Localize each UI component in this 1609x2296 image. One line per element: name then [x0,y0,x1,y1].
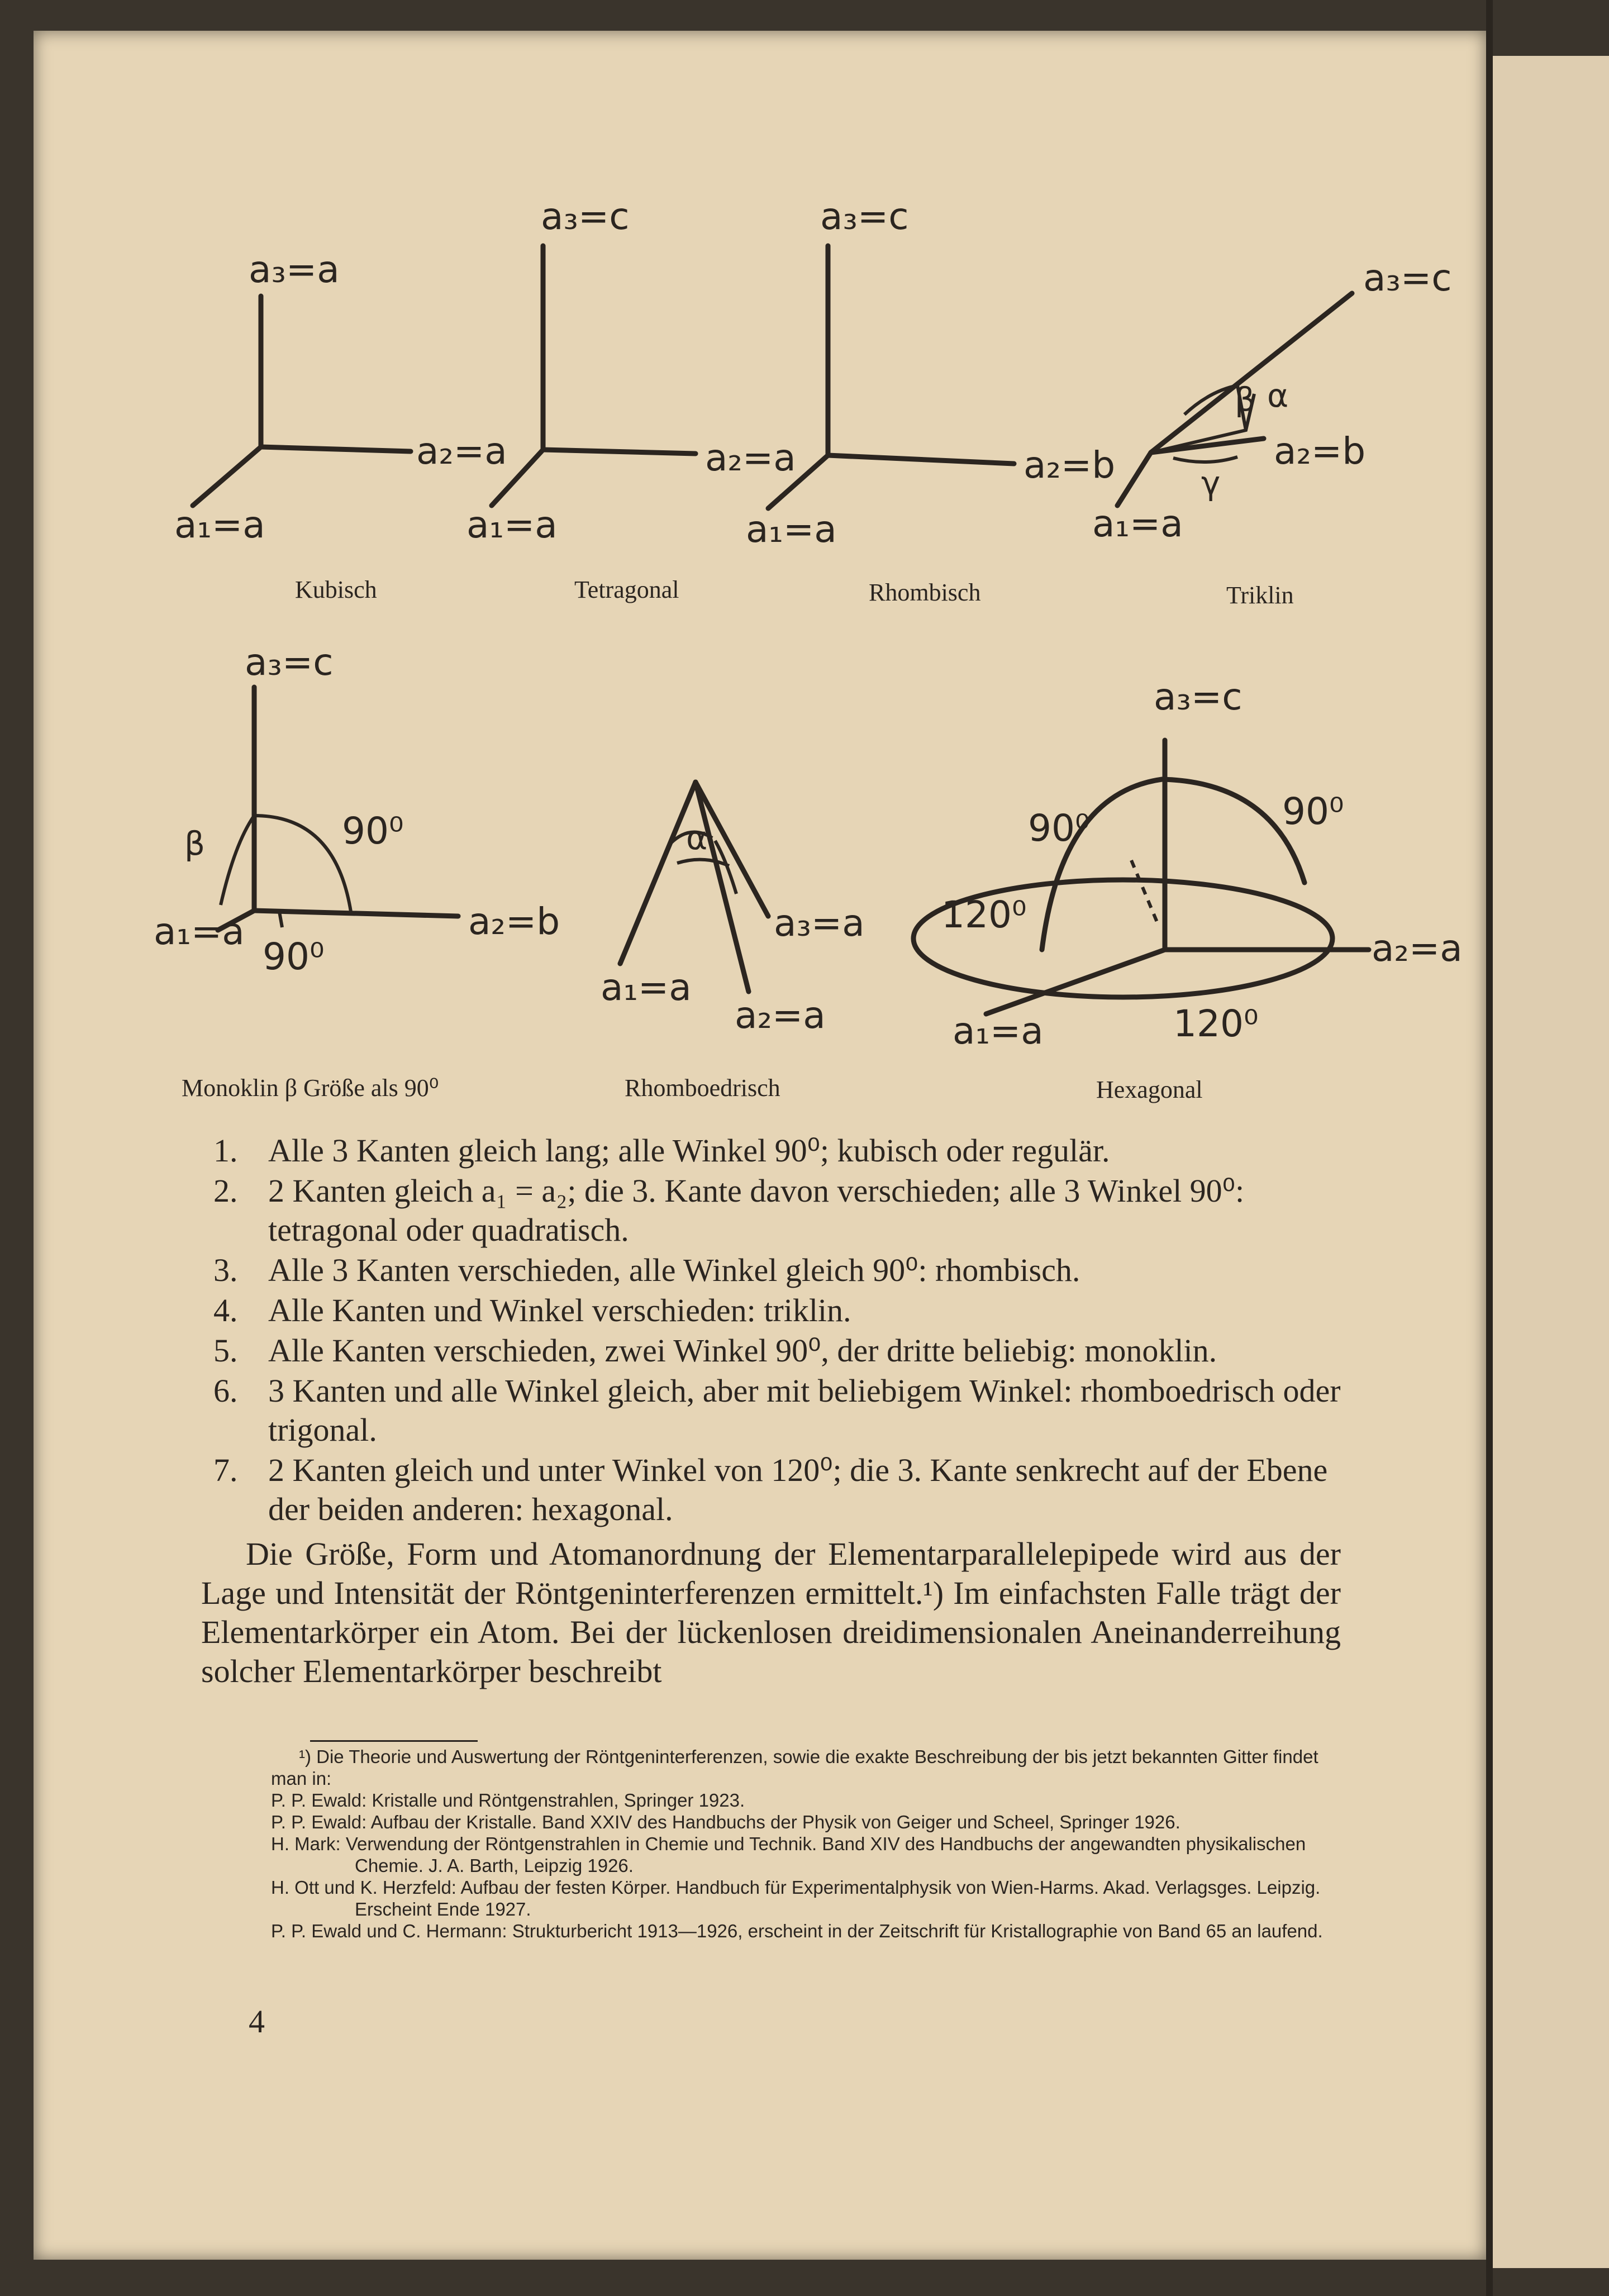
tetragonal-a2-label: a₂=a [705,436,796,479]
kubisch-caption: Kubisch [295,576,377,603]
rhomboedrisch-alpha: α [686,819,708,857]
monoklin-beta: β [184,825,206,863]
crystal-system-list [201,1131,1341,1723]
kubisch-a1-label: a₁=a [174,503,265,546]
triklin-a3-label: a₃=c [1363,256,1452,299]
triklin-alpha: α [1267,377,1289,415]
figure-hexagonal [913,675,1463,1103]
footnote-rule [310,1740,478,1742]
list-item: 2. 2 Kanten gleich a₁ = a₂; die 3. Kante davon verschieden; alle 3 Winkel 90⁰: tetragonal oder quadratisch. [213,1173,1245,1248]
kubisch-a3-label: a₃=a [249,248,340,291]
tetragonal-caption: Tetragonal [574,576,679,603]
page-number: 4 [249,2003,265,2040]
monoklin-a3-label: a₃=c [245,641,334,684]
figure-monoklin [154,641,560,1102]
triklin-a1-label: a₁=a [1092,502,1183,545]
rhomboedrisch-a1-label: a₁=a [601,966,692,1009]
monoklin-a2-label: a₂=b [468,900,560,943]
triklin-beta: β [1235,380,1256,418]
body-paragraph: Die Größe, Form und Atomanordnung der Elementarparallelepipede wird aus der Lage und Intensität der Röntgeninterferenzen ermittelt.¹) Im einfachsten Falle trägt der Elementarkörper ein Atom. Bei der lückenlosen dreidimensionalen Aneinanderreihung solcher Elementarkörper beschreibt [201,1536,1341,1689]
rhombisch-a2-label: a₂=b [1024,444,1116,487]
hexagonal-angle-left-top: 90⁰ [1028,807,1090,850]
figure-rhombisch [746,195,1115,606]
kubisch-a2-label: a₂=a [416,430,507,473]
tetragonal-a3-label: a₃=c [541,195,630,238]
list-item: 7. 2 Kanten gleich und unter Winkel von 120⁰; die 3. Kante senkrecht auf der Ebene der beiden anderen: hexagonal. [213,1452,1328,1527]
rhombisch-a1-label: a₁=a [746,508,837,551]
footnotes [271,1746,1344,1942]
footnote-ref: P. P. Ewald und C. Hermann: Strukturbericht 1913—1926, erscheint in der Zeitschrift für Kristallographie von Band 65 an laufend. [271,1921,1323,1941]
hexagonal-angle-left: 120⁰ [941,893,1027,936]
triklin-caption: Triklin [1226,582,1294,609]
figure-triklin [1092,256,1452,609]
monoklin-angle-bottom: 90⁰ [263,935,325,978]
monoklin-a1-label: a₁=a [154,910,245,953]
triklin-gamma: γ [1201,464,1221,502]
footnote-ref: H. Ott und K. Herzfeld: Aufbau der festen Körper. Handbuch für Experimentalphysik von Wien-Harms. Akad. Verlagsges. Leipzig. Erscheint Ende 1927. [271,1877,1321,1919]
hexagonal-a2-label: a₂=a [1372,927,1463,970]
footnote-ref: H. Mark: Verwendung der Röntgenstrahlen in Chemie und Technik. Band XIV des Handbuchs der angewandten physikalischen Chemie. J. A. Barth, Leipzig 1926. [271,1833,1306,1876]
footnote-ref: P. P. Ewald: Kristalle und Röntgenstrahlen, Springer 1923. [271,1790,745,1811]
hexagonal-angle-bottom: 120⁰ [1173,1002,1259,1045]
monoklin-angle-top: 90⁰ [342,809,404,852]
list-item: 3. Alle 3 Kanten verschieden, alle Winkel gleich 90⁰: rhombisch. [213,1252,1080,1288]
rhomboedrisch-a2-label: a₂=a [735,994,826,1037]
footnote-intro: ¹) Die Theorie und Auswertung der Röntgeninterferenzen, sowie die exakte Beschreibung der bis jetzt bekannten Gitter findet man in: [271,1746,1318,1789]
figure-rhomboedrisch [601,782,865,1102]
figure-kubisch [174,248,507,603]
rhombisch-caption: Rhombisch [869,579,981,606]
list-item: 5. Alle Kanten verschieden, zwei Winkel 90⁰, der dritte beliebig: monoklin. [213,1332,1217,1369]
monoklin-caption: Monoklin β Größe als 90⁰ [182,1074,439,1102]
hexagonal-a3-label: a₃=c [1154,675,1243,718]
triklin-a2-label: a₂=b [1274,430,1366,473]
hexagonal-caption: Hexagonal [1096,1076,1203,1103]
rhomboedrisch-a3-label: a₃=a [774,902,865,945]
footnote-ref: P. P. Ewald: Aufbau der Kristalle. Band XXIV des Handbuchs der Physik von Geiger und Scheel, Springer 1926. [271,1812,1180,1832]
list-item: 1. Alle 3 Kanten gleich lang; alle Winkel 90⁰; kubisch oder regulär. [213,1132,1110,1169]
rhombisch-a3-label: a₃=c [820,195,909,238]
rhomboedrisch-caption: Rhomboedrisch [625,1074,780,1102]
hexagonal-a1-label: a₁=a [953,1009,1044,1052]
tetragonal-a1-label: a₁=a [466,503,558,546]
list-item: 6. 3 Kanten und alle Winkel gleich, aber mit beliebigem Winkel: rhomboedrisch oder trigonal. [213,1373,1341,1448]
hexagonal-angle-right-top: 90⁰ [1282,790,1344,833]
list-item: 4. Alle Kanten und Winkel verschieden: triklin. [213,1292,851,1328]
